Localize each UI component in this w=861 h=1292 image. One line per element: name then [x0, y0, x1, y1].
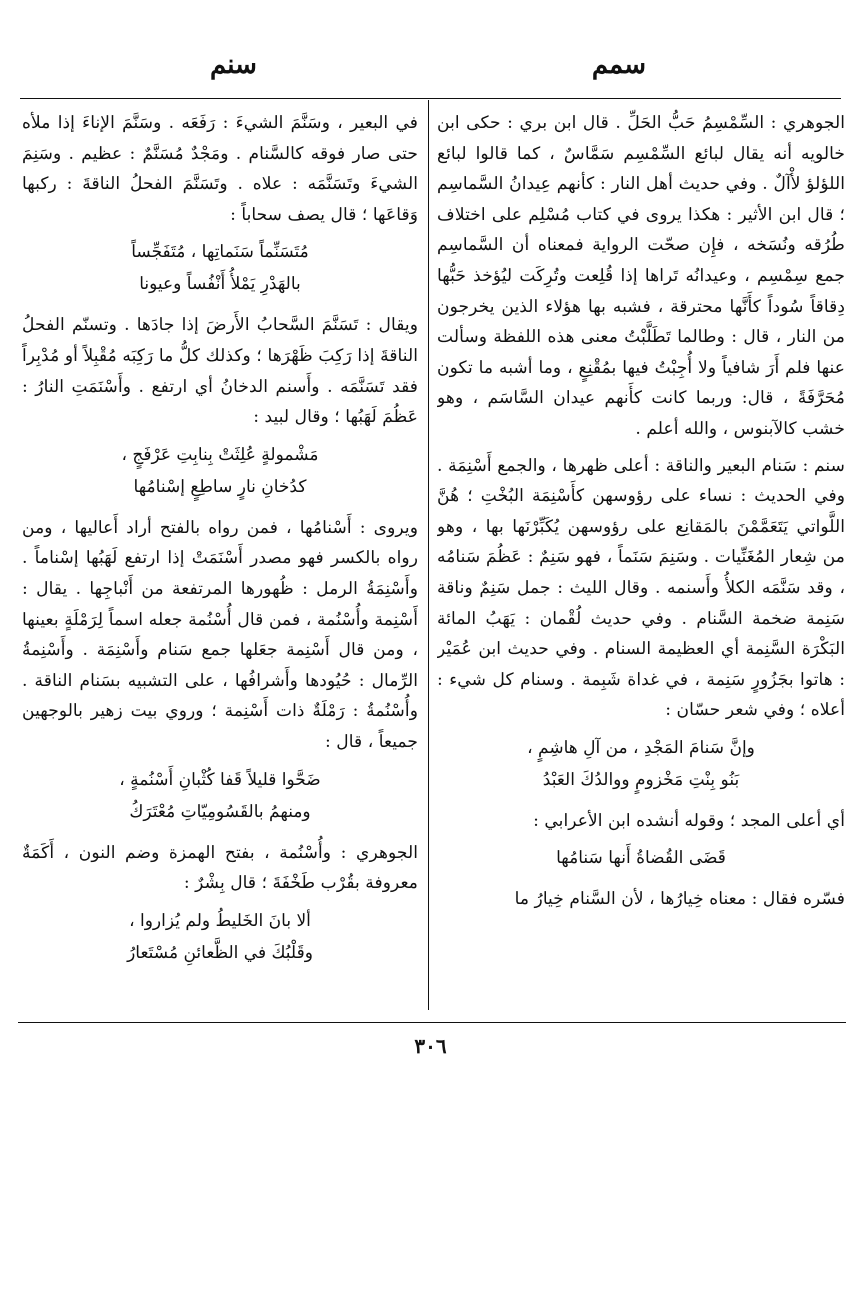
- column-divider: [428, 100, 429, 1010]
- entry-paragraph: الجوهري : السِّمْسِمُ حَبُّ الحَلِّ . قال ابن بري : حكى ابن خالويه أنه يقال لبائع السِّمْسِم سَمَّاسٌ ، كما قالوا لبائع اللؤلؤ لأْآلٌ . وفي حديث أهل النار : كأنهم عِيدانُ السَّماسِم ؛ قال ابن الأثير : هكذا يروى في كتاب مُسْلِم على اختلاف طُرُقه ونُسَخه ، فإِن صحّت الرواية فمعناه أن السَّماسِم جمع سِمْسِم ، وعيدانُه تَراها إذا قُلِعت وتُرِكَت ليُؤخذ حَبُّها دِقاقاً سُوداً كأَنَّها محترقة ، فشبه بها هؤلاء الذين يخرجون من النار ، قال : وطالما تَطَلَّبْتُ معنى هذه اللفظة وسألت عنها فلم أَرَ شافياً ولا أُجِبْتُ فيها بمُقْنِعٍ ، وما أشبه ما تكون مُحَرَّفَةً ، قال: وربما كانت كأَنهم عيدان السَّاسَم ، وهو خشب كالآبنوس ، والله أعلم .: [437, 113, 845, 439]
- poetry-verse: [437, 842, 845, 874]
- verse-line: مُتَسَنِّماً سَنَماتِها ، مُتَفَجِّساً: [131, 242, 309, 263]
- verse-line: وقَلْبُكَ في الظَّعائنِ مُسْتَعارُ: [127, 942, 313, 963]
- verse-line: ألا بانَ الخَليطُ ولم يُزاروا ،: [129, 910, 311, 931]
- verse-line: كدُخانِ نارٍ ساطِعٍ إسْنامُها: [133, 476, 307, 497]
- poetry-verse: [22, 905, 418, 969]
- poetry-verse: [22, 439, 418, 503]
- left-column: [22, 108, 418, 1008]
- verse-line: مَشْمولةٍ عُلِثَتْ بِنابِتِ عَرْفَجٍ ،: [121, 444, 319, 465]
- verse-line: وإنَّ سَنامَ المَجْدِ ، من آلِ هاشِمٍ ،: [527, 737, 755, 758]
- poetry-verse: [22, 764, 418, 828]
- poetry-verse: [22, 236, 418, 300]
- right-column-headword: سمم: [591, 50, 646, 80]
- entry-paragraph: الجوهري : وأُسْنُمة ، بفتح الهمزة وضم النون ، أَكَمَةٌ معروفة بقُرْب طَخْفَةَ ؛ قال بِشْرٌ :: [22, 842, 418, 894]
- entry-paragraph: سنم : سَنام البعير والناقة : أعلى ظهرها ، والجمع أَسْنِمَة . وفي الحديث : نساء على رؤوسهن كأَسْنِمَة البُخْتِ ؛ هُنَّ اللَّواتي يَتَعَمَّمْنَ بالمَقانِع على رؤوسهن يُكَبِّرْنَها بها ، وهو من شِعار المُغَنِّيات . وسَنِمَ سَنَماً ، فهو سَنِمٌ : عَظُمَ سَنامُه ، وقد سَنَّمَه الكلأُ وأَسنمه . وقال الليث : جمل سَنِمٌ وناقة سَنِمة ضخمة السَّنام . وفي حديث لُقْمان : يَهَبُ المائة البَكْرَة السَّنِمة أي العظيمة السنام . وفي حديث ابن عُمَيْر : هاتوا بجَزُورٍ سَنِمة ، في غداة شَبِمة . وسنام كل شيء : أعلاه ؛ وفي شعر حسّان :: [437, 455, 845, 721]
- verse-line: ضَحَّوا قليلاً قَفا كُثْبانِ أَسْنُمةٍ ،: [119, 769, 321, 790]
- left-column-headword: سنم: [210, 50, 257, 80]
- verse-line: بالهَدْرِ يَمْلأُ أَنْفُساً وعيونا: [139, 274, 301, 295]
- page-number: ٣٠٦: [414, 1034, 447, 1058]
- poetry-verse: [437, 732, 845, 796]
- verse-line: قَضَى القُضاةُ أَنها سَنامُها: [556, 848, 726, 869]
- top-rule: [20, 98, 841, 99]
- right-column: [437, 108, 845, 1008]
- entry-paragraph: ويروى : أَسْنامُها ، فمن رواه بالفتح أراد أَعاليها ، ومن رواه بالكسر فهو مصدر أَسْنَمَتْ إذا ارتفع لَهَبُها إسْناماً . وأَسْنِمَةُ الرمل : ظُهورها المرتفعة من أَنْباجِها . يقال : أَسْنِمة وأُسْنُمة ، فمن قال أُسْنُمة جعله اسماً لِرَمْلَةٍ بعينها ، ومن قال أَسْنِمة جعَلها جمع سَنام وأَسْنِمَة . وأَسْنِمةُ الرِّمال : حُيُودها وأَشرافُها ، على التشبيه بسَنام الناقة . وأُسْنُمةُ : رَمْلَةٌ ذات أَسْنِمة ؛ وروي بيت زهير بالوجهين جميعاً ، قال :: [22, 517, 418, 752]
- entry-paragraph: أي أعلى المجد ؛ وقوله أنشده ابن الأعرابي :: [533, 810, 845, 831]
- verse-line: ومنهمُ بالقَسُومِيّاتِ مُعْتَرَكُ: [129, 801, 311, 822]
- entry-paragraph: فسّره فقال : معناه خِيارُها ، لأن السَّنام خِيارُ ما: [514, 889, 845, 910]
- entry-paragraph: ويقال : تَسَنَّمَ السَّحابُ الأَرضَ إذا جادَها . وتسنّم الفحلُ الناقةَ إذا رَكِبَ ظَهْرَها ؛ وكذلك كلُّ ما رَكِبَه مُقْبِلاً أو مُدْبِراً فقد تَسَنَّمَه . وأَسنم الدخانُ أي ارتفع . وأَسْنَمَتِ النارُ : عَظُمَ لَهَبُها ؛ وقال لبيد :: [22, 315, 418, 428]
- verse-line: بَنُو بِنْتِ مَخْزومٍ ووالدُكَ العَبْدُ: [542, 769, 740, 790]
- page-header: [20, 40, 841, 90]
- entry-paragraph: في البعير ، وسَنَّمَ الشيءَ : رَفَعَه . وسَنَّمَ الإناءَ إذا ملأه حتى صار فوقه كالسَّنام . ومَجْدٌ مُسَنَّمٌ : عظيم . وسَنِمَ الشيءَ وتَسَنَّمَه : علاه . وتَسَنَّمَ الفحلُ الناقةَ : ركبها وَقاعَها ؛ قال يصف سحاباً :: [22, 113, 418, 225]
- bottom-rule: [18, 1022, 846, 1023]
